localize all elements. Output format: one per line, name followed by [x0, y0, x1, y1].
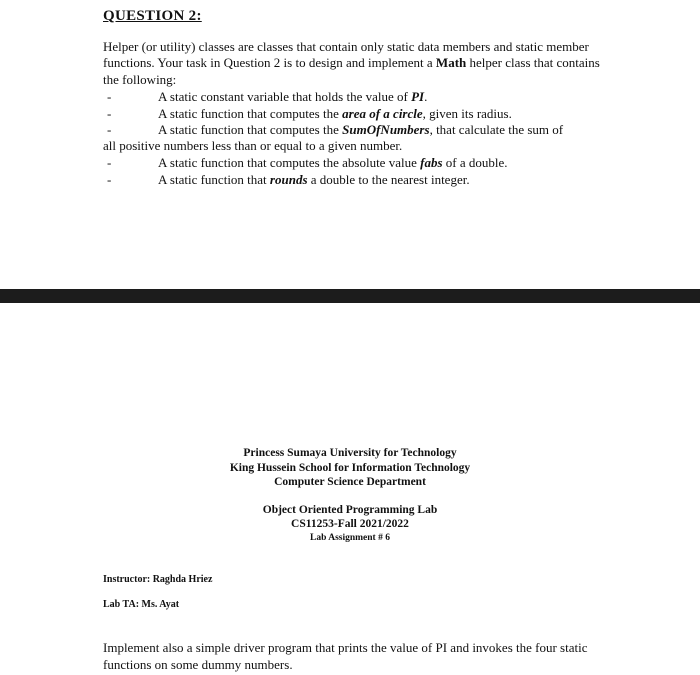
- bullet-5: -: [107, 172, 112, 187]
- course-code: CS11253-Fall 2021/2022: [291, 518, 409, 530]
- list-item-sum-of-numbers-wrap: all positive numbers less than or equal to a given number.: [103, 138, 403, 153]
- university-block: [0, 446, 700, 490]
- bullet-4: -: [107, 155, 112, 170]
- bullet-2: -: [107, 106, 112, 121]
- list-item-rounds: [158, 172, 470, 188]
- item-text-post: , given its radius.: [422, 106, 512, 121]
- intro-text-2: helper class that contains the following:: [103, 55, 600, 87]
- lab-ta: Lab TA: Ms. Ayat: [103, 599, 180, 610]
- bullet-3: -: [107, 122, 112, 137]
- school-name: King Hussein School for Information Technology: [229, 461, 471, 474]
- item-text: A static function that computes the: [158, 122, 343, 137]
- intro-bold-math: Math: [435, 55, 467, 71]
- item-text-post: .: [424, 89, 428, 104]
- item-emphasis: fabs: [420, 155, 443, 170]
- item-emphasis: PI: [411, 89, 425, 104]
- question-intro: [103, 39, 603, 88]
- list-item-pi: [158, 89, 427, 105]
- list-item-fabs: [158, 155, 507, 171]
- page-divider: [0, 289, 700, 303]
- course-name: Object Oriented Programming Lab: [262, 504, 438, 516]
- item-text: A static function that: [158, 172, 270, 187]
- item-text-post: of a double.: [442, 155, 508, 170]
- item-emphasis: area of a circle: [342, 106, 423, 121]
- department-name: Computer Science Department: [274, 476, 426, 488]
- intro-text-1: Helper (or utility) classes are classes that contain only static data members and static member functions. Your task in Question 2 is to design and implement a: [103, 39, 589, 71]
- item-text-post: a double to the nearest integer.: [307, 172, 470, 187]
- university-name: Princess Sumaya University for Technology: [243, 447, 457, 459]
- instructor: Instructor: Raghda Hriez: [103, 574, 213, 585]
- question-title: QUESTION 2:: [103, 8, 202, 24]
- list-item-area-circle: [158, 106, 512, 122]
- driver-instruction: Implement also a simple driver program that prints the value of PI and invokes the four static functions on some dummy numbers.: [103, 640, 588, 672]
- item-text: A static function that computes the absolute value: [158, 155, 421, 170]
- item-emphasis: SumOfNumbers: [342, 122, 430, 137]
- item-text-post: , that calculate the sum of: [429, 122, 564, 137]
- assignment-number: Lab Assignment # 6: [310, 533, 390, 543]
- item-text: A static constant variable that holds the value of: [158, 89, 412, 104]
- item-text: A static function that computes the: [158, 106, 343, 121]
- item-emphasis: rounds: [269, 172, 308, 187]
- course-block: [0, 503, 700, 545]
- bullet-1: -: [107, 89, 112, 104]
- list-item-sum-of-numbers: [158, 122, 563, 138]
